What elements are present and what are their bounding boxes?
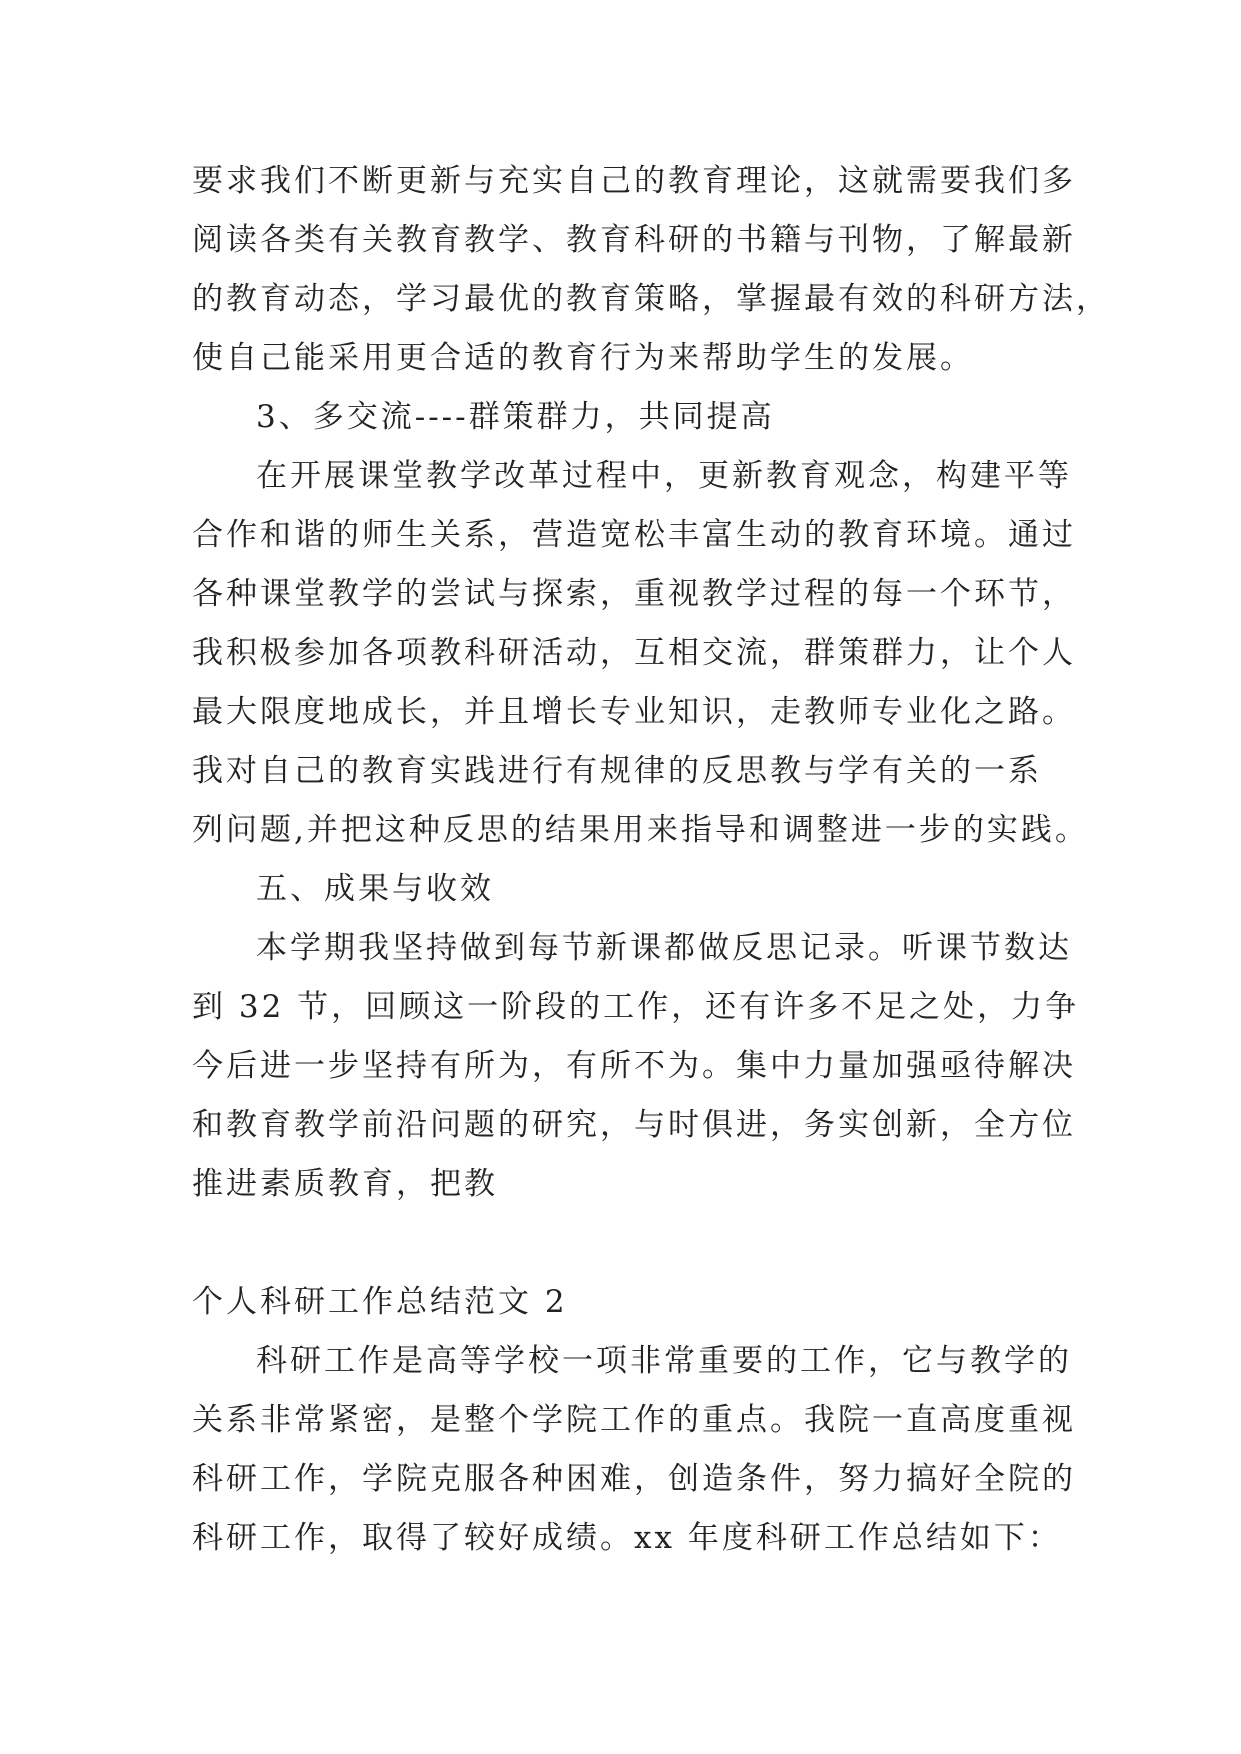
paragraph-research-work bbox=[192, 1332, 1076, 1568]
text-line: 在开展课堂教学改革过程中，更新教育观念，构建平等 bbox=[256, 458, 1072, 494]
text-line: 科研工作，取得了较好成绩。xx 年度科研工作总结如下： bbox=[192, 1520, 1062, 1556]
text-line: 要求我们不断更新与充实自己的教育理论，这就需要我们多 bbox=[192, 163, 1076, 199]
text-line: 的教育动态，学习最优的教育策略，掌握最有效的科研方法， bbox=[192, 281, 1110, 317]
section-title: 个人科研工作总结范文 2 bbox=[192, 1284, 568, 1320]
text-line: 合作和谐的师生关系，营造宽松丰富生动的教育环境。通过 bbox=[192, 517, 1076, 553]
text-line: 到 32 节，回顾这一阶段的工作，还有许多不足之处，力争 bbox=[192, 989, 1080, 1025]
text-line: 最大限度地成长，并且增长专业知识，走教师专业化之路。 bbox=[192, 694, 1076, 730]
text-line: 和教育教学前沿问题的研究，与时俱进，务实创新，全方位 bbox=[192, 1107, 1076, 1143]
text-line: 我积极参加各项教科研活动，互相交流，群策群力，让个人 bbox=[192, 635, 1076, 671]
heading-results: 五、成果与收效 bbox=[256, 871, 494, 907]
text-line: 推进素质教育，把教 bbox=[192, 1166, 498, 1202]
text-line: 今后进一步坚持有所为，有所不为。集中力量加强亟待解决 bbox=[192, 1048, 1076, 1084]
paragraph-education-theory bbox=[192, 152, 1110, 388]
text-line: 阅读各类有关教育教学、教育科研的书籍与刊物，了解最新 bbox=[192, 222, 1076, 258]
text-line: 本学期我坚持做到每节新课都做反思记录。听课节数达 bbox=[256, 930, 1072, 966]
text-line: 关系非常紧密，是整个学院工作的重点。我院一直高度重视 bbox=[192, 1402, 1076, 1438]
text-line: 科研工作是高等学校一项非常重要的工作，它与教学的 bbox=[256, 1343, 1072, 1379]
text-line: 各种课堂教学的尝试与探索，重视教学过程的每一个环节， bbox=[192, 576, 1076, 612]
section-gap bbox=[192, 1214, 1072, 1273]
paragraph-classroom-reform bbox=[192, 447, 1089, 860]
text-line: 我对自己的教育实践进行有规律的反思教与学有关的一系 bbox=[192, 753, 1042, 789]
document-body bbox=[192, 152, 1110, 1568]
text-line: 使自己能采用更合适的教育行为来帮助学生的发展。 bbox=[192, 340, 974, 376]
text-line: 列问题,并把这种反思的结果用来指导和调整进一步的实践。 bbox=[192, 812, 1089, 848]
paragraph-results bbox=[192, 919, 1080, 1214]
subheading-exchange: 3、多交流----群策群力，共同提高 bbox=[256, 399, 775, 435]
text-line: 科研工作，学院克服各种困难，创造条件，努力搞好全院的 bbox=[192, 1461, 1076, 1497]
